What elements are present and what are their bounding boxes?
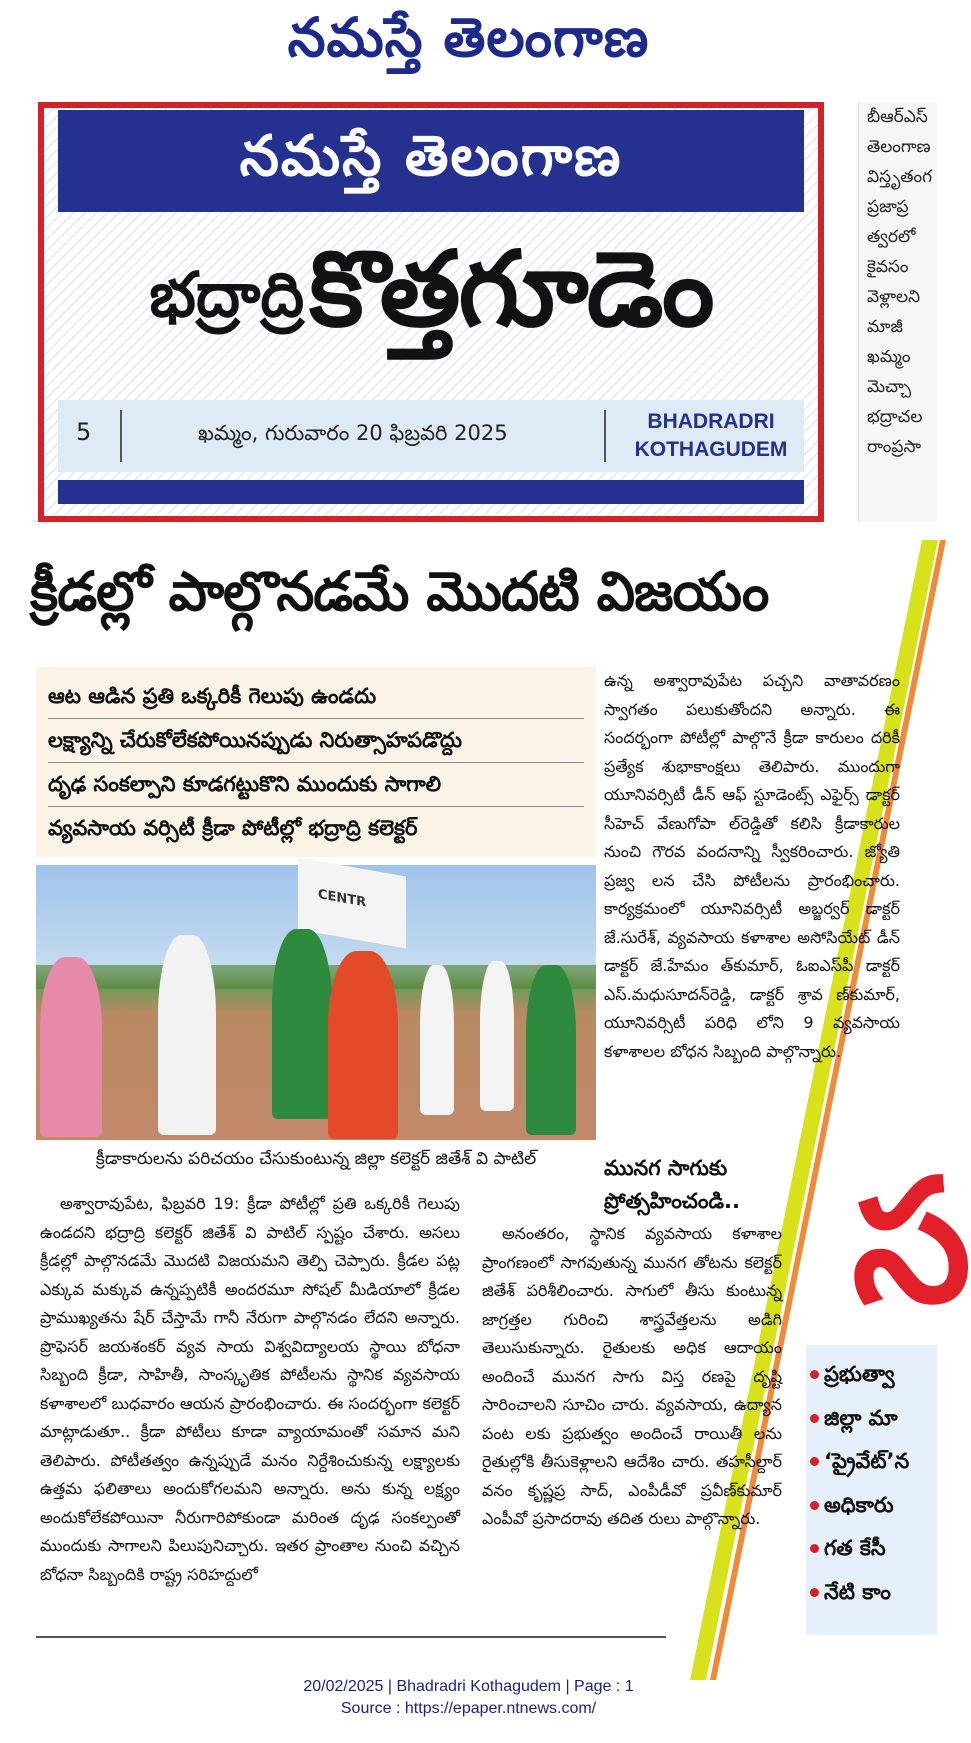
photo-person	[40, 957, 102, 1137]
photo-caption: క్రీడాకారులను పరిచయం చేసుకుంటున్న జిల్లా కలెక్టర్ జితేశ్ వి పాటిల్	[95, 1149, 537, 1169]
fragment-line: ఖమ్మం	[867, 347, 911, 367]
article-subheads	[36, 667, 596, 857]
photo-flag-text: CENTR	[318, 887, 367, 911]
fragment-line: భద్రాచల	[867, 407, 923, 427]
fragment-line: మాజీ	[867, 317, 903, 337]
bullet-item: గత కేసీ	[806, 1527, 937, 1571]
strip-divider	[120, 410, 122, 462]
fragment-line: తెలంగాణ	[867, 137, 931, 157]
newspaper-masthead	[0, 0, 937, 80]
fragment-line: కైవసం	[867, 257, 909, 277]
page-footer	[0, 1676, 937, 1720]
edition-name-line2: KOTHAGUDEM	[634, 438, 788, 461]
footer-date-line: 20/02/2025 | Bhadradri Kothagudem | Page : 1	[303, 1678, 634, 1695]
article-headline: క్రీడల్లో పాల్గొనడమే మొదటి విజయం	[30, 560, 769, 623]
page-number: 5	[76, 418, 92, 446]
subhead-line: లక్ష్యాన్ని చేరుకోలేకపోయినప్పుడు నిరుత్సాహపడొద్దు	[48, 719, 584, 763]
fragment-line: త్వరలో	[867, 227, 916, 247]
fragment-line: విస్తృతంగ	[867, 167, 933, 187]
bullet-item: ప్రభుత్వా	[806, 1353, 937, 1397]
subhead-line: దృఢ సంకల్పాని కూడగట్టుకొని ముందుకు సాగాలి	[48, 763, 584, 807]
bullet-item: ‘ప్రైవేట్’న	[806, 1440, 937, 1484]
article-right-column-top: ఉన్న అశ్వారావుపేట పచ్చని వాతావరణం స్వాగతం పలుకుతోందని అన్నారు. ఈ సందర్భంగా పోటీల్లో పాల్గొనే క్రీడా కారులం దరికీ ప్రత్యేక శుభాకాంక్షలు తెలిపారు. ముందుగా యూనివర్సిటీ డీన్ ఆఫ్ స్టూడెంట్స్ ఎఫైర్స్ డాక్టర్ సీహెచ్ వేణుగోపా ల్‌రెడ్డితో కలిసి క్రీడాకారుల నుంచి గౌరవ వందనాన్ని స్వీకరించారు. జ్యోతి ప్రజ్వ లన చేసి పోటీలను ప్రారంభించారు. కార్యక్రమంలో యూనివర్సిటీ అబ్జర్వర్ డాక్టర్ జే.సురేశ్, వ్యవసాయ కళాశాల అసోసియేట్ డీన్ డాక్టర్ జే.హేమం త్‌కుమార్, ఓఐఎస్‌పీ డాక్టర్ ఎస్.మధుసూదన్‌రెడ్డి, డాక్టర్ శ్రావ ణ్‌కుమార్, యూనివర్సిటీ పరిధి లోని 9 వ్యవసాయ కళాశాలల బోధన సిబ్బంది పాల్గొన్నారు.	[604, 671, 900, 1061]
fragment-line: ప్రజాప్ర	[867, 197, 909, 217]
bullet-item: అధికారు	[806, 1484, 937, 1528]
edition-bottom-bar	[58, 480, 804, 504]
dateline: ఖమ్మం, గురువారం 20 ఫిబ్రవరి 2025	[198, 421, 508, 445]
masthead-title: నమస్తే తెలంగాణ	[287, 6, 650, 69]
article-inner-subhead: మునగ సాగుకు ప్రోత్సహించండి..	[604, 1156, 741, 1213]
article-photo	[36, 865, 596, 1140]
edition-info-strip	[58, 400, 804, 472]
edition-top-banner	[58, 110, 804, 212]
adjacent-article-fragment	[858, 102, 937, 522]
photo-person	[420, 965, 454, 1115]
photo-person	[526, 965, 576, 1135]
subhead-line: వ్యవసాయ వర్సిటీ క్రీడా పోటీల్లో భద్రాద్రి కలెక్టర్	[48, 816, 418, 840]
strip-divider	[604, 410, 606, 462]
fragment-line: వెళ్లాలని	[867, 287, 921, 307]
bullet-item: జిల్లా మా	[806, 1397, 937, 1441]
footer-source-link[interactable]: Source : https://epaper.ntnews.com/	[340, 1700, 597, 1717]
fragment-line: మెచ్చా	[867, 377, 911, 397]
side-ad-big-letter: స	[852, 1143, 971, 1341]
edition-name-line1: BHADRADRI	[647, 410, 775, 433]
fragment-line: రాంప్రసా	[867, 437, 921, 457]
article-body-left: అశ్వారావుపేట, ఫిబ్రవరి 19: క్రీడా పోటీల్లో ప్రతి ఒక్కరికీ గెలుపు ఉండదని భద్రాద్రి కలెక్టర్ జితేశ్ వి పాటిల్ స్పష్టం చేశారు. అసలు క్రీడల్లో పాల్గొనడమే మొదటి విజయమని తెల్పి చెప్పారు. క్రీడల పట్ల ఎక్కువ మక్కువ ఉన్నప్పటికీ అందరమూ సోషల్ మీడియాలో క్రీడల ప్రాముఖ్యతను షేర్ చేస్తామే గానీ నేరుగా పాల్గొనడం లేదని అన్నారు. ప్రొఫెసర్ జయశంకర్ వ్యవ సాయ విశ్వవిద్యాలయ స్థాయి బోధనా సిబ్బంది క్రీడా, సాహితీ, సాంస్కృతిక పోటీలను స్థానిక వ్యవసాయ కళాశాలలో బుధవారం ఆయన ప్రారంభించారు. ఈ సందర్భంగా కలెక్టర్ మాట్లాడుతూ.. క్రీడా పోటీలు కూడా వ్యాయామంతో సమాన మని తెలిపారు. పోటీతత్వం ఉన్నప్పుడే మనం నిర్దేశించుకున్న లక్ష్యాలకు ఉత్తమ ఫలితాలు అందుకోగలమని అన్నారు. అను కున్న లక్ష్యం అందుకోలేకపోయినా నీరుగారిపోకుండా మరింత దృఢ సంకల్పంతో ముందుకు సాగాలని పిలుపునిచ్చారు. ఇతర ప్రాంతాల నుంచి వచ్చిన బోధనా సిబ్బందికి రాష్ట్ర సరిహద్దులో	[40, 1194, 460, 1584]
edition-name-english	[626, 408, 796, 464]
side-ad-bullet-list	[806, 1345, 937, 1635]
subhead-line: ఆట ఆడిన ప్రతి ఒక్కరికీ గెలుపు ఉండదు	[48, 675, 584, 719]
edition-district-title	[58, 228, 804, 378]
district-prefix: భద్రాద్రి	[149, 258, 305, 331]
edition-header-box	[38, 102, 824, 522]
fragment-line: బీఆర్ఎస్	[867, 107, 928, 127]
edition-top-title: నమస్తే తెలంగాణ	[239, 124, 623, 189]
photo-person	[158, 935, 216, 1135]
photo-person	[272, 929, 332, 1119]
photo-person	[480, 961, 514, 1111]
bullet-item: నేటి కాం	[806, 1571, 937, 1615]
photo-person	[328, 951, 398, 1139]
article-end-rule	[36, 1636, 666, 1638]
article-body-right: అనంతరం, స్థానిక వ్యవసాయ కళాశాల ప్రాంగణంలో సాగవుతున్న మునగ తోటను కలెక్టర్ జితేశ్ పరిశీలించారు. సాగులో తీసు కుంటున్న జాగ్రత్తల గురించి శాస్త్రవేత్తలను అడిగి తెలుసుకున్నారు. రైతులకు అధిక ఆదాయం అందించే మునగ సాగు విస్త రణపై దృష్టి సారించాలని సూచిం చారు. వ్యవసాయ, ఉద్యాన పంట లకు ప్రభుత్వం అందించే రాయితీ లను రైతుల్లోకి తీసుకెళ్లాలని ఆదేశిం చారు. తహసీల్దార్ వనం కృష్ణప్ర సాద్, ఎంపీడీవో ప్రవీణ్‌కుమార్ ఎంపీవో ప్రసాదరావు తదిత రులు పాల్గొన్నారు.	[482, 1224, 782, 1528]
district-name: కొత్తగూడెం	[309, 228, 713, 350]
